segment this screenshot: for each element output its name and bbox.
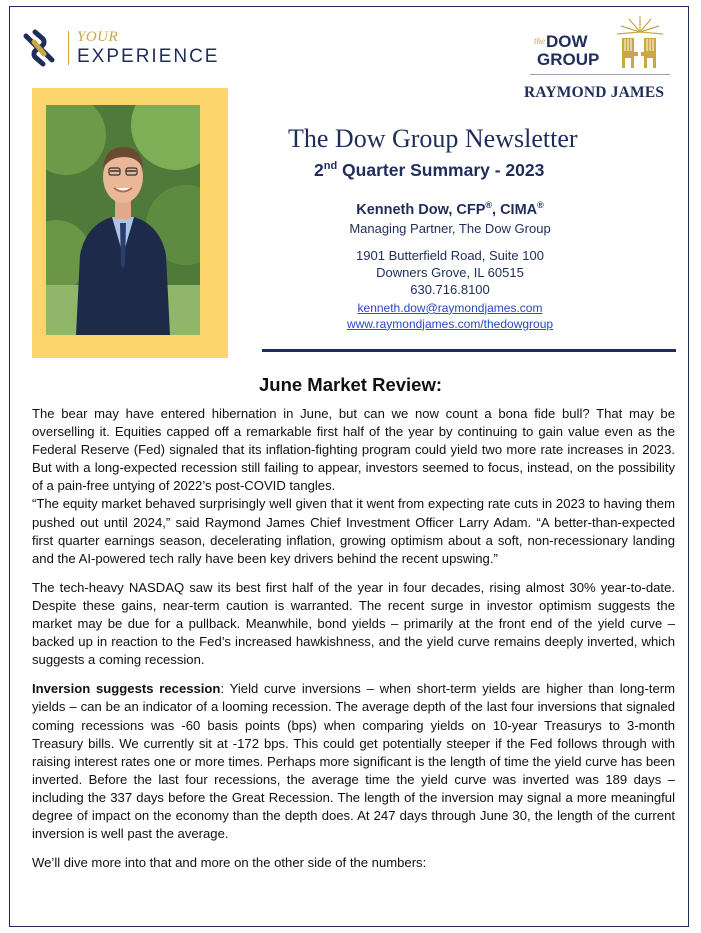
article-body [32, 405, 675, 872]
subtitle-text: Quarter Summary - 2023 [337, 160, 545, 180]
paragraph-4-body: : Yield curve inversions – when short-term yields are higher than long-term yields – can be an indicator of a looming recession. The average depth of the last four inversions that signaled coming recessions was -60 basis points (bps) when comparing yields on 10-year Treasurys to 3-month Treasury bills. We currently sit at -172 bps. This could get potentially steeper if the Fed follows through with raising interest rates one or more times. Perhaps more significant is the length of time the yield curve has been inverted. Before the last four recessions, the average time the yield curve was inverted was 189 days – including the 337 days before the Great Recession. The length of the inversion may signal a more meaningful degree of impact on the economy than the depth does. At 247 days through June 30, the length of the current inversion is well past the average. [32, 681, 675, 842]
advisor-credential: , CIMA [492, 201, 538, 218]
section-divider [262, 349, 676, 352]
website-link[interactable]: www.raymondjames.com/thedowgroup [346, 316, 554, 331]
newsletter-title: The Dow Group Newsletter [288, 124, 578, 153]
paragraph-5: We’ll dive more into that and more on the other side of the numbers: [32, 855, 427, 871]
registered-mark-2: ® [537, 200, 544, 210]
chain-link-icon [20, 28, 58, 68]
paragraph-3: The tech-heavy NASDAQ saw its best first half of the year in four decades, rising almost 30% year-to-date. Despite these gains, near-term caution is warranted. The recent surge in investor optimism suggests the market may be due for a pullback. Meanwhile, bond yields – primarily at the front end of the yield curve – backed up in reaction to the Fed’s increased hawkishness, and the yield curve remains deeply inverted, which suggests a coming recession. [32, 579, 675, 668]
your-experience-logo [20, 28, 219, 68]
address [300, 247, 600, 298]
logo-the-text: the [534, 36, 545, 46]
logo-rule [530, 74, 670, 75]
address-line-2: Downers Grove, IL 60515 [376, 264, 524, 280]
logo-dow-text: DOW [546, 32, 588, 51]
advisor-name-main: Kenneth Dow, CFP [356, 201, 486, 218]
paragraph-1: The bear may have entered hibernation in June, but can we now count a bona fide bull? That may be overselling it. Equities capped off a remarkable first half of the year by continuing to gain value even as the Federal Reserve (Fed) signaled that its inflation-fighting program could yield two more rate increases in 2023. But with a long-expected recession still failing to appear, investors seemed to focus, instead, on the possibility of a pain-free untying of 2022’s post-COVID tangles. [32, 406, 675, 494]
raymond-james-logo: RAYMOND JAMES [524, 84, 665, 101]
subtitle-ordinal: nd [323, 160, 338, 173]
paragraph-4 [32, 680, 675, 843]
logo-divider [68, 31, 69, 65]
adirondack-chairs-icon [612, 14, 668, 70]
paragraph-2: “The equity market behaved surprisingly well given that it went from expecting rate cuts in 2023 to having them pushed out until 2024,” said Raymond James Chief Investment Officer Larry Adam. “A better-than-expected first quarter earnings season, decelerating inflation, growing optimism about a soft, non-recessionary landing and the AI-powered tech rally have been key drivers behind the recent upswing.” [32, 496, 675, 566]
newsletter-subtitle [314, 160, 544, 181]
advisor-portrait [46, 105, 200, 335]
logo-your-text: YOUR [77, 29, 119, 45]
article-heading: June Market Review: [258, 374, 442, 395]
phone-number: 630.716.8100 [410, 281, 490, 297]
logo-experience-text: EXPERIENCE [77, 46, 220, 67]
contact-block [300, 200, 600, 332]
email-link[interactable]: kenneth.dow@raymondjames.com [357, 300, 543, 315]
registered-mark: ® [485, 200, 493, 210]
advisor-role: Managing Partner, The Dow Group [349, 220, 551, 236]
advisor-name [300, 200, 600, 218]
subtitle-number: 2 [314, 160, 324, 180]
address-line-1: 1901 Butterfield Road, Suite 100 [356, 247, 544, 263]
logo-group-text: GROUP [537, 50, 600, 69]
paragraph-4-lead: Inversion suggests recession [32, 681, 221, 697]
